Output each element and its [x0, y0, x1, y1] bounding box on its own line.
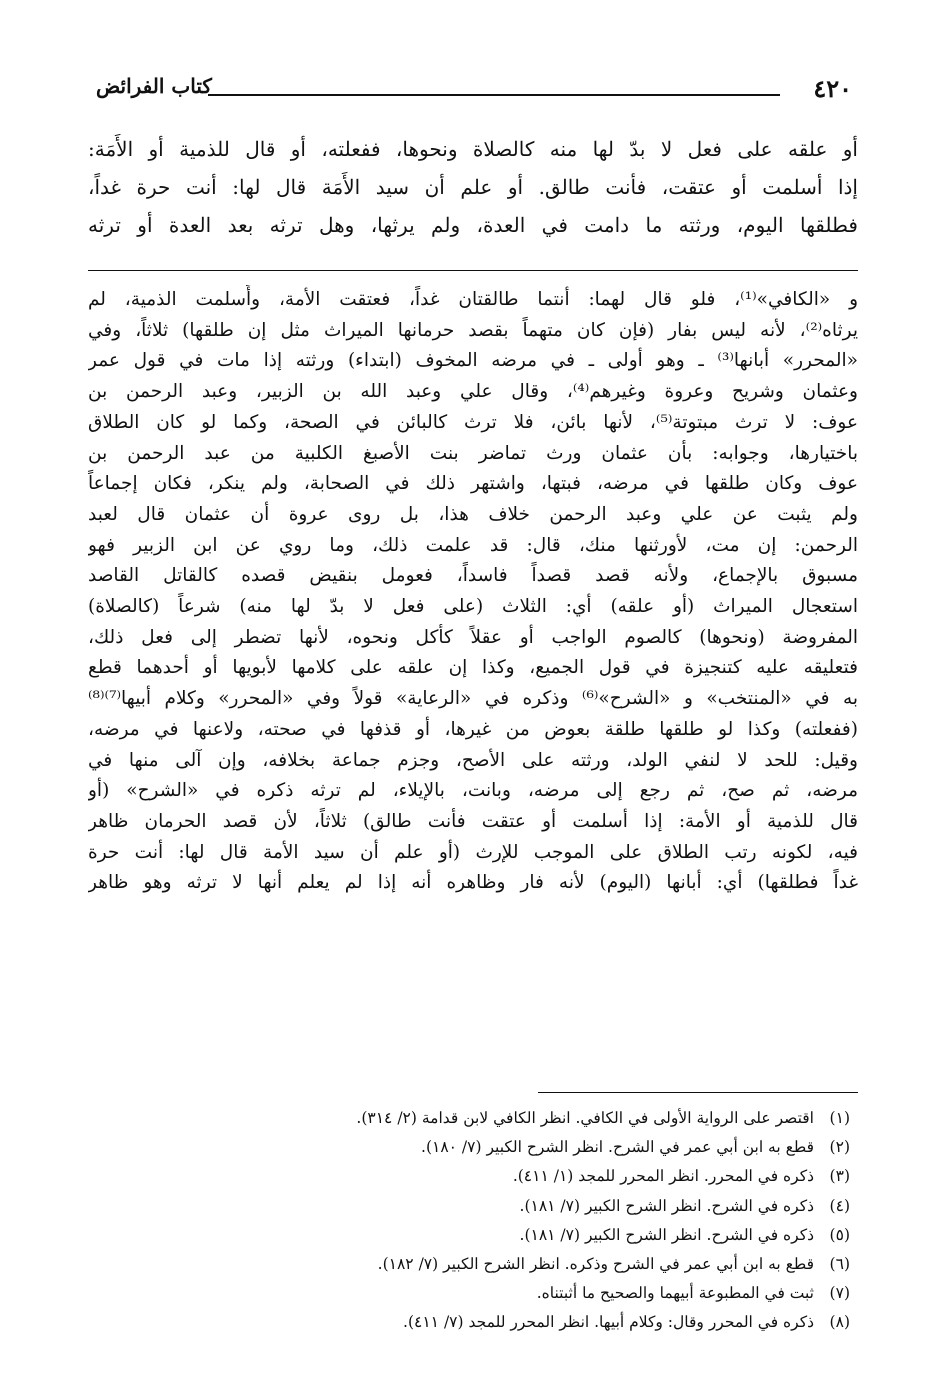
footnotes — [88, 1104, 858, 1338]
footnote-number: (٨) — [829, 1313, 850, 1332]
footnote-text: ذكره في المحرر. انظر المحرر للمجد (١/ ٤١١). — [512, 1167, 814, 1186]
running-header — [88, 72, 858, 102]
page-number: ٤٢٠ — [813, 74, 852, 103]
commentary-line: استعجال الميراث (أو علقه) أي: الثلاث (على فعل لا بدّ لها منه) شرعاً (كالصلاة) — [88, 596, 858, 618]
footnote-text: ثبت في المطبوعة أبيهما والصحيح ما أثبتناه. — [536, 1284, 814, 1303]
footnote — [88, 1133, 858, 1162]
matn-line: فطلقها اليوم، ورثته ما دامت في العدة، ولم يرثها، وهل ترثه بعد العدة أو ترثه — [88, 213, 858, 237]
footnote-number: (٧) — [829, 1284, 850, 1303]
commentary-line: المفروضة (ونحوها) كالصوم الواجب أو عقلاً كأكل ونحوه، لأنها تضطر إلى فعل ذلك، — [88, 626, 858, 648]
commentary-line: ولم يثبت عن علي وعبد الرحمن خلاف هذا، بل روى عروة أن عثمان قال لعبد — [88, 503, 858, 525]
footnote-text: قطع به ابن أبي عمر في الشرح وذكره. انظر الشرح الكبير (٧/ ١٨٢). — [377, 1255, 814, 1274]
commentary-line: عوف وكان طلقها في مرضه، فبتها، واشتهر ذلك في الصحابة، ولم ينكر، فكان إجماعاً — [88, 473, 858, 495]
commentary-line: فتعليقه عليه كتنجيزة في قول الجميع، وكذا إن علقه على كلامها لأبويها أو أحدهما قطع — [88, 657, 858, 679]
footnote-number: (٦) — [829, 1255, 850, 1274]
footnote-text: ذكره في الشرح. انظر الشرح الكبير (٧/ ١٨١). — [519, 1196, 814, 1215]
commentary-line: قال للذمية أو الأمة: إذا أسلمت أو عتقت فأنت طالق) ثلاثاً، لأن قصد الحرمان ظاهر — [88, 810, 858, 832]
commentary-line: الرحمن: إن مت، لأورثنها منك، قال: قد علمت ذلك، وما روي عن ابن الزبير فهو — [88, 534, 858, 556]
matn-line: أو علقه على فعل لا بدّ لها منه كالصلاة ونحوها، ففعلته، أو قال للذمية أو الأَمَة: — [88, 137, 858, 161]
footnote-divider — [538, 1092, 858, 1093]
footnote — [88, 1162, 858, 1191]
footnote-text: اقتصر على الرواية الأولى في الكافي. انظر الكافي لابن قدامة (٢/ ٣١٤). — [356, 1109, 814, 1127]
footnote-text: قطع به ابن أبي عمر في الشرح. انظر الشرح الكبير (٧/ ١٨٠). — [421, 1138, 814, 1157]
footnote — [88, 1279, 858, 1308]
matn-divider — [88, 270, 858, 271]
commentary-line: وقيل: للحد لا لنفي الولد، ورثته على الأصح، وجزم جماعة بخلافه، وإن آلى منها في — [88, 749, 858, 771]
commentary-line: فيه، لكونه رتب الطلاق على الموجب للإرث (أو علم أن سيد الأمة قال لها: أنت حرة — [88, 841, 858, 863]
footnote — [88, 1104, 858, 1133]
footnote — [88, 1221, 858, 1250]
commentary-line: «المحرر» أبانها⁽³⁾ ـ وهو أولى ـ في مرضه المخوف (ابتداء) ورثته إذا مات في قول عمر — [88, 350, 858, 372]
commentary-line: به في «المنتخب» و «الشرح»⁽⁶⁾ وذكره في «الرعاية» قولاً وفي «المحرر» وكلام أبيها⁽⁷⁾⁽⁸⁾ — [88, 688, 858, 710]
footnote-number: (٢) — [829, 1138, 850, 1157]
footnote — [88, 1250, 858, 1279]
matn-text — [88, 130, 858, 244]
commentary-line: عوف: لا ترث مبتوتة⁽⁵⁾، لأنها بائن، فلا ترث كالبائن في الصحة، وكما لو كان الطلاق — [88, 411, 858, 433]
footnote-text: ذكره في الشرح. انظر الشرح الكبير (٧/ ١٨١). — [519, 1225, 814, 1244]
commentary-line: باختيارها، وجوابه: بأن عثمان ورث تماضر بنت الأصبغ الكلبية من عبد الرحمن بن — [88, 442, 858, 464]
footnote-number: (١) — [829, 1109, 850, 1127]
commentary-line: مرضه، ثم صح، ثم رجع إلى مرضه، وبانت، بالإيلاء، لم ترثه ذكره في «الشرح» (أو — [88, 780, 858, 802]
commentary-line: مسبوق بالإجماع، ولأنه قصد قصداً فاسداً، فعومل بنقيض قصده كالقاتل القاصد — [88, 565, 858, 587]
footnote-number: (٤) — [829, 1196, 850, 1215]
commentary-line: يرثاه⁽²⁾، لأنه ليس بفار (فإن كان متهماً بقصد حرمانها الميراث مثل إن طلقها) ثلاثاً، وفي — [88, 319, 858, 341]
footnote-text: ذكره في المحرر وقال: وكلام أبيها. انظر المحرر للمجد (٧/ ٤١١). — [403, 1313, 814, 1332]
commentary-line: غداً فطلقها) أي: أبانها (اليوم) لأنه فار وظاهره أنه إذا لم يعلم أنها لا ترثه وهو ظاهر — [88, 872, 858, 894]
commentary-line: وعثمان وشريح وعروة وغيرهم⁽⁴⁾، وقال علي وعبد الله بن الزبير، وعبد الرحمن بن — [88, 381, 858, 403]
footnote-number: (٣) — [829, 1167, 850, 1186]
footnote — [88, 1308, 858, 1337]
footnote-number: (٥) — [829, 1225, 850, 1244]
header-rule — [208, 94, 780, 96]
book-title: كتاب الفرائض — [96, 74, 212, 98]
commentary-line: (ففعلته) وكذا لو طلقها طلقة بعوض من غيرها، أو قذفها في صحته، ولاعنها في مرضه، — [88, 718, 858, 740]
commentary-line: و «الكافي»⁽¹⁾، فلو قال لهما: أنتما طالقتان غداً، فعتقت الأمة، وأَسلمت الذمية، لم — [88, 289, 858, 310]
footnote — [88, 1192, 858, 1221]
commentary-text — [88, 285, 858, 899]
matn-line: إذا أسلمت أو عتقت، فأنت طالق. أو علم أن سيد الأَمَة قال لها: أنت حرة غداً، — [88, 175, 858, 199]
